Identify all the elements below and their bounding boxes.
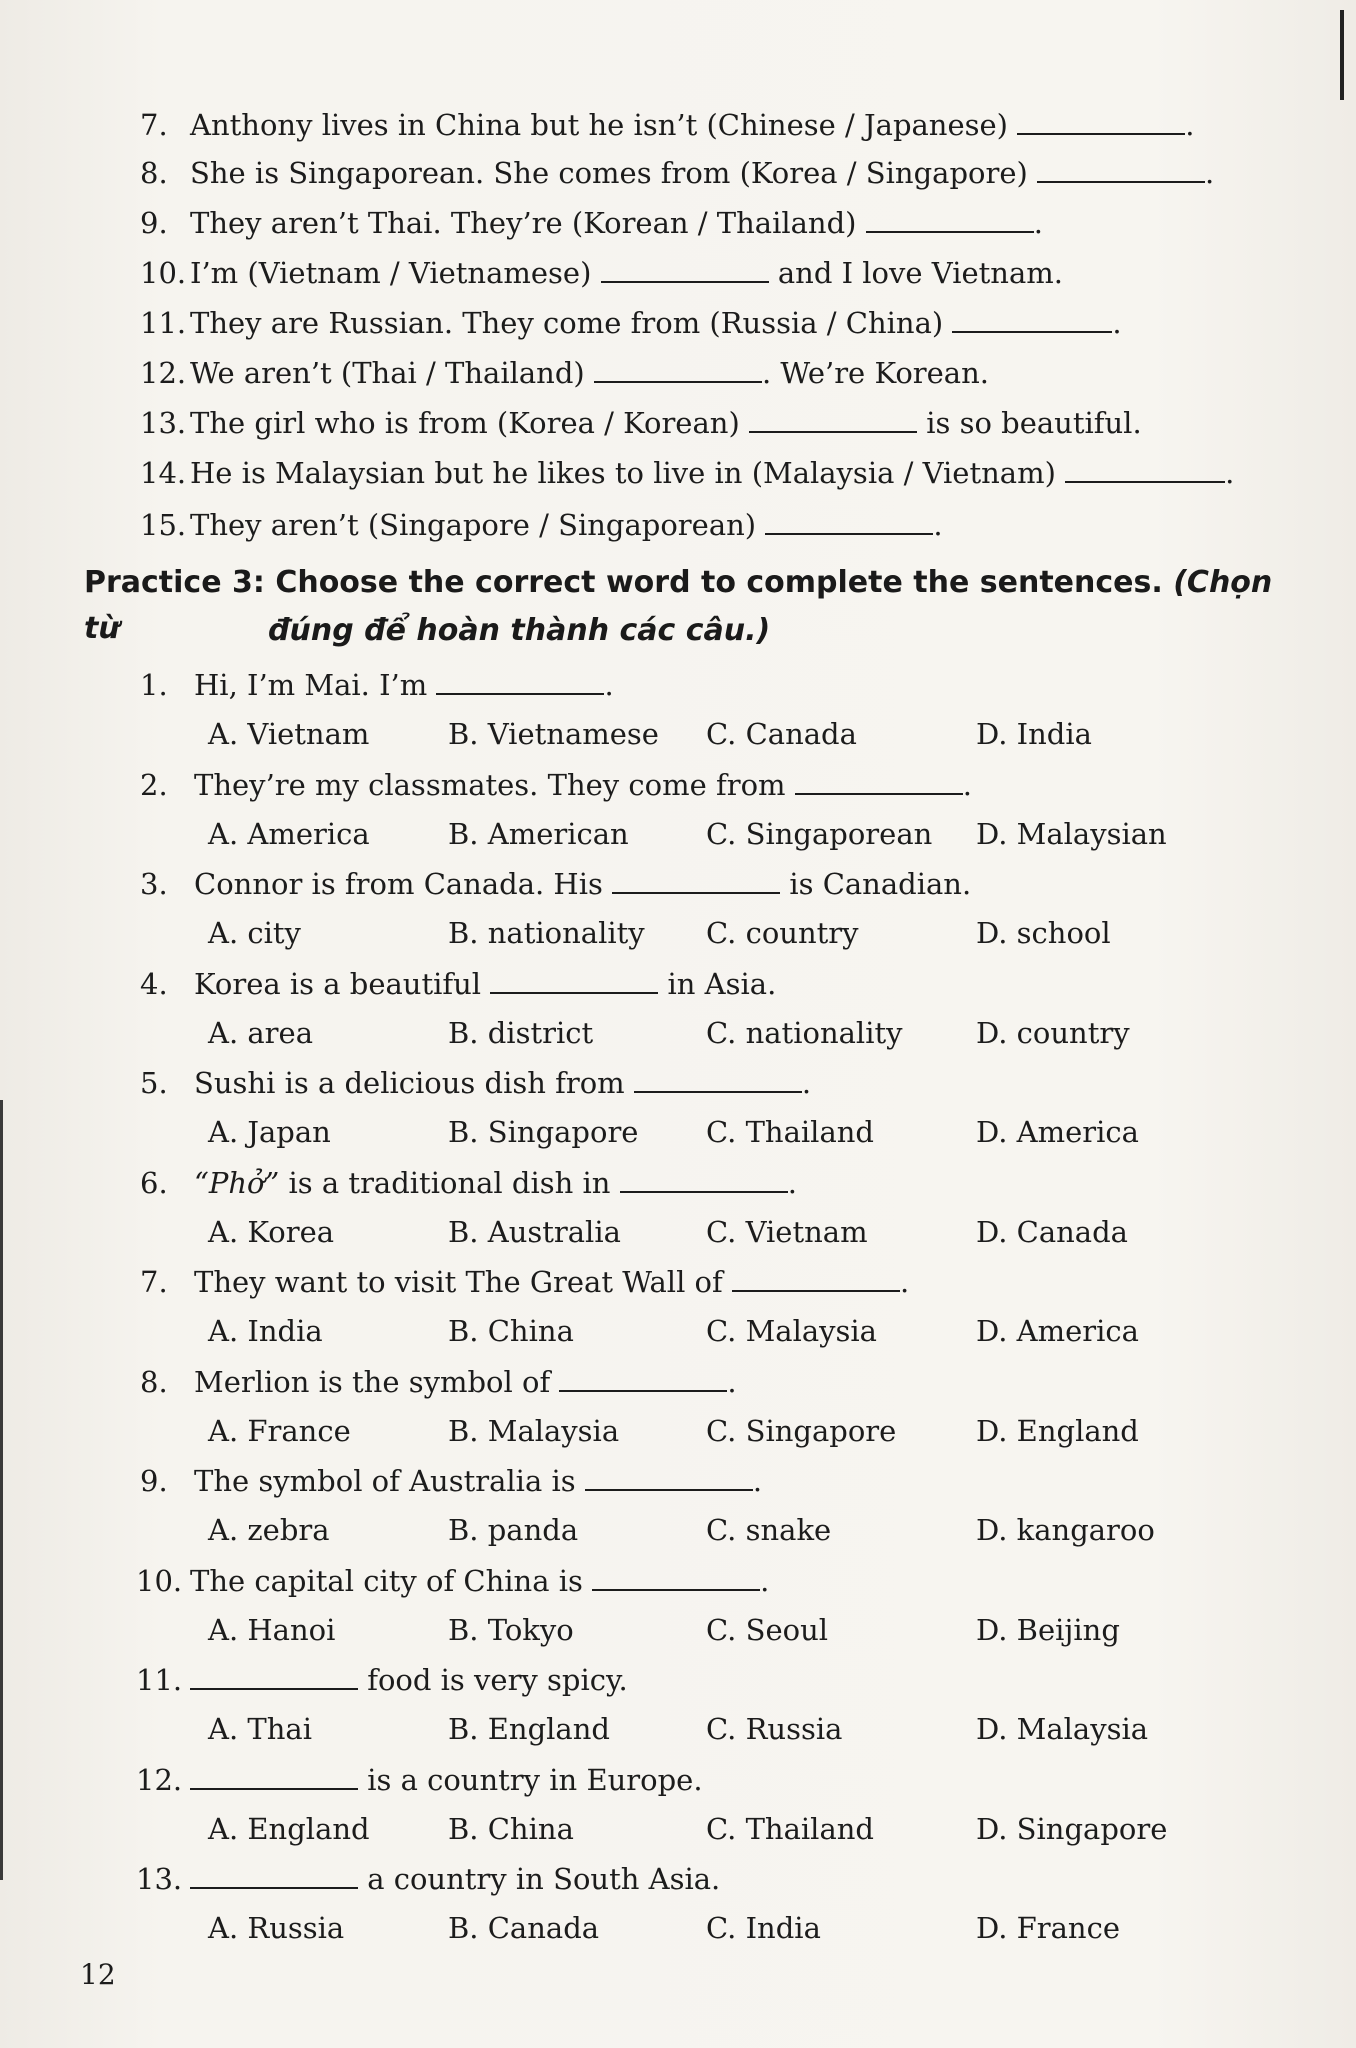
answer-blank[interactable] — [436, 671, 604, 695]
question-text: Merlion is the symbol of — [194, 1365, 551, 1399]
page-edge-mark — [1340, 10, 1344, 100]
item-text: I’m (Vietnam / Vietnamese) — [190, 256, 592, 290]
question-number: 4. — [140, 967, 168, 1001]
item-text-end: is so beautiful. — [926, 406, 1142, 440]
answer-blank[interactable] — [732, 1268, 900, 1292]
answer-blank[interactable] — [749, 409, 917, 433]
answer-option-b[interactable]: B. China — [448, 1314, 574, 1348]
answer-blank[interactable] — [592, 1567, 760, 1591]
answer-blank[interactable] — [585, 1467, 753, 1491]
question-text: is a traditional dish in — [288, 1166, 611, 1200]
question-text-end: . — [787, 1166, 797, 1200]
answer-option-b[interactable]: B. nationality — [448, 916, 645, 950]
answer-option-c[interactable]: C. Seoul — [706, 1613, 829, 1647]
page-number: 12 — [80, 1958, 116, 1991]
question-number: 1. — [140, 668, 168, 702]
question-text: Connor is from Canada. His — [194, 867, 603, 901]
item-text-end: . We’re Korean. — [761, 356, 989, 390]
answer-option-c[interactable]: C. nationality — [706, 1016, 903, 1050]
answer-blank[interactable] — [634, 1069, 802, 1093]
item-number: 15. — [140, 508, 187, 542]
answer-option-b[interactable]: B. Australia — [448, 1215, 621, 1249]
answer-option-b[interactable]: B. Canada — [448, 1911, 600, 1945]
item-number: 8. — [140, 156, 168, 190]
answer-option-d[interactable]: D. Malaysia — [976, 1712, 1149, 1746]
question-text: Sushi is a delicious dish from — [194, 1066, 625, 1100]
question-number: 11. — [136, 1663, 183, 1697]
question-number: 8. — [140, 1365, 168, 1399]
answer-option-a[interactable]: A. Hanoi — [208, 1613, 336, 1647]
question-number: 12. — [136, 1763, 183, 1797]
answer-option-b[interactable]: B. Vietnamese — [448, 717, 659, 751]
answer-blank[interactable] — [594, 359, 762, 383]
binding-shadow — [0, 1100, 3, 1880]
answer-option-c[interactable]: C. Thailand — [706, 1115, 874, 1149]
answer-option-c[interactable]: C. Vietnam — [706, 1215, 868, 1249]
question-number: 5. — [140, 1066, 168, 1100]
practice-3-heading-line2 — [268, 608, 770, 654]
question-text-end: is Canadian. — [789, 867, 972, 901]
item-text-end: . — [1225, 456, 1235, 490]
item-text-end: . — [1112, 306, 1122, 340]
question-text-end: food is very spicy. — [367, 1663, 628, 1697]
question-number: 9. — [140, 1464, 168, 1498]
answer-option-a[interactable]: A. Vietnam — [208, 717, 370, 751]
answer-blank[interactable] — [765, 511, 933, 535]
answer-option-a[interactable]: A. America — [208, 817, 370, 851]
item-text: They are Russian. They come from (Russia / China) — [190, 306, 944, 340]
item-text-end: . — [1185, 108, 1195, 142]
answer-blank[interactable] — [620, 1169, 788, 1193]
answer-option-a[interactable]: A. Thai — [208, 1712, 312, 1746]
item-number: 9. — [140, 206, 168, 240]
question-italic-text: “Phở” — [194, 1166, 280, 1200]
item-text: He is Malaysian but he likes to live in (Malaysia / Vietnam) — [190, 456, 1056, 490]
answer-option-d[interactable]: D. country — [976, 1016, 1130, 1050]
answer-option-a[interactable]: A. Russia — [208, 1911, 345, 1945]
heading-translation: đúng để hoàn thành các câu.) — [268, 613, 771, 648]
answer-option-d[interactable]: D. America — [976, 1314, 1139, 1348]
item-text: The girl who is from (Korea / Korean) — [190, 406, 740, 440]
item-text-end: . — [1205, 156, 1215, 190]
answer-option-a[interactable]: A. area — [208, 1016, 313, 1050]
answer-blank[interactable] — [866, 209, 1034, 233]
question-number: 10. — [136, 1564, 183, 1598]
answer-option-a[interactable]: A. city — [208, 916, 301, 950]
answer-option-d[interactable]: D. Malaysian — [976, 817, 1167, 851]
item-text-end: . — [1033, 206, 1043, 240]
item-text-end: . — [933, 508, 943, 542]
answer-option-c[interactable]: C. country — [706, 916, 859, 950]
answer-blank[interactable] — [601, 259, 769, 283]
answer-blank[interactable] — [1037, 159, 1205, 183]
question-text: They want to visit The Great Wall of — [194, 1265, 723, 1299]
answer-option-b[interactable]: B. Singapore — [448, 1115, 639, 1149]
answer-option-a[interactable]: A. zebra — [208, 1513, 330, 1547]
answer-blank[interactable] — [1065, 459, 1225, 483]
answer-blank[interactable] — [952, 309, 1112, 333]
question-number: 3. — [140, 867, 168, 901]
question-text-end: in Asia. — [667, 967, 777, 1001]
question-text-end: is a country in Europe. — [367, 1763, 703, 1797]
answer-option-c[interactable]: C. Malaysia — [706, 1314, 877, 1348]
item-text: We aren’t (Thai / Thailand) — [190, 356, 585, 390]
answer-blank[interactable] — [612, 870, 780, 894]
answer-option-d[interactable]: D. America — [976, 1115, 1139, 1149]
question-text-end: . — [604, 668, 614, 702]
item-text: They aren’t Thai. They’re (Korean / Thailand) — [190, 206, 857, 240]
answer-option-d[interactable]: D. France — [976, 1911, 1121, 1945]
answer-option-b[interactable]: B. Malaysia — [448, 1414, 620, 1448]
answer-option-a[interactable]: A. India — [208, 1314, 323, 1348]
question-text: They’re my classmates. They come from — [194, 768, 786, 802]
item-number: 14. — [140, 456, 187, 490]
item-text-end: and I love Vietnam. — [777, 256, 1063, 290]
item-number: 10. — [140, 256, 187, 290]
answer-option-b[interactable]: B. district — [448, 1016, 594, 1050]
answer-option-b[interactable]: B. American — [448, 817, 629, 851]
answer-option-d[interactable]: D. India — [976, 717, 1092, 751]
answer-option-b[interactable]: B. China — [448, 1812, 574, 1846]
answer-option-d[interactable]: D. Singapore — [976, 1812, 1168, 1846]
question-text-end: a country in South Asia. — [367, 1862, 721, 1896]
answer-option-d[interactable]: D. kangaroo — [976, 1513, 1155, 1547]
answer-option-d[interactable]: D. Beijing — [976, 1613, 1120, 1647]
answer-option-b[interactable]: B. England — [448, 1712, 610, 1746]
answer-option-c[interactable]: C. Russia — [706, 1712, 843, 1746]
question-text: The capital city of China is — [190, 1564, 583, 1598]
answer-option-c[interactable]: C. Singapore — [706, 1414, 897, 1448]
answer-option-c[interactable]: C. Singaporean — [706, 817, 933, 851]
answer-blank[interactable] — [490, 970, 658, 994]
answer-option-c[interactable]: C. snake — [706, 1513, 832, 1547]
question-text-end: . — [760, 1564, 770, 1598]
question-text-end: . — [899, 1265, 910, 1299]
answer-option-d[interactable]: D. Canada — [976, 1215, 1128, 1249]
item-number: 7. — [140, 108, 168, 142]
answer-option-a[interactable]: A. England — [208, 1812, 370, 1846]
question-text-end: . — [962, 768, 972, 802]
question-text: Korea is a beautiful — [194, 967, 482, 1001]
question-text-end: . — [752, 1464, 763, 1498]
item-text: She is Singaporean. She comes from (Korea / Singapore) — [190, 156, 1028, 190]
question-text-end: . — [727, 1365, 737, 1399]
answer-option-b[interactable]: B. Tokyo — [448, 1613, 574, 1647]
answer-option-a[interactable]: A. France — [208, 1414, 351, 1448]
answer-option-a[interactable]: A. Korea — [208, 1215, 335, 1249]
item-number: 12. — [140, 356, 187, 390]
answer-blank[interactable] — [795, 771, 963, 795]
item-text: They aren’t (Singapore / Singaporean) — [190, 508, 757, 542]
question-number: 2. — [140, 768, 168, 802]
item-number: 13. — [140, 406, 187, 440]
answer-option-d[interactable]: D. England — [976, 1414, 1139, 1448]
answer-option-c[interactable]: C. Thailand — [706, 1812, 874, 1846]
answer-option-a[interactable]: A. Japan — [208, 1115, 331, 1149]
heading-title: Practice 3: Choose the correct word to complete the sentences. — [84, 565, 1163, 600]
answer-option-c[interactable]: C. Canada — [706, 717, 857, 751]
question-text: The symbol of Australia is — [194, 1464, 576, 1498]
item-number: 11. — [140, 306, 187, 340]
question-text-end: . — [801, 1066, 812, 1100]
answer-blank[interactable] — [190, 1766, 358, 1790]
question-text: Hi, I’m Mai. I’m — [194, 668, 428, 702]
question-number: 6. — [140, 1166, 168, 1200]
answer-option-b[interactable]: B. panda — [448, 1513, 579, 1547]
heading-translation: (Chọn từ — [84, 565, 1273, 646]
answer-option-c[interactable]: C. India — [706, 1911, 821, 1945]
answer-option-d[interactable]: D. school — [976, 916, 1111, 950]
item-text: Anthony lives in China but he isn’t (Chinese / Japanese) — [190, 108, 1008, 142]
question-number: 7. — [140, 1265, 168, 1299]
question-number: 13. — [136, 1862, 183, 1896]
answer-blank[interactable] — [190, 1666, 358, 1690]
answer-blank[interactable] — [559, 1368, 727, 1392]
answer-blank[interactable] — [1017, 111, 1185, 135]
answer-blank[interactable] — [190, 1865, 358, 1889]
